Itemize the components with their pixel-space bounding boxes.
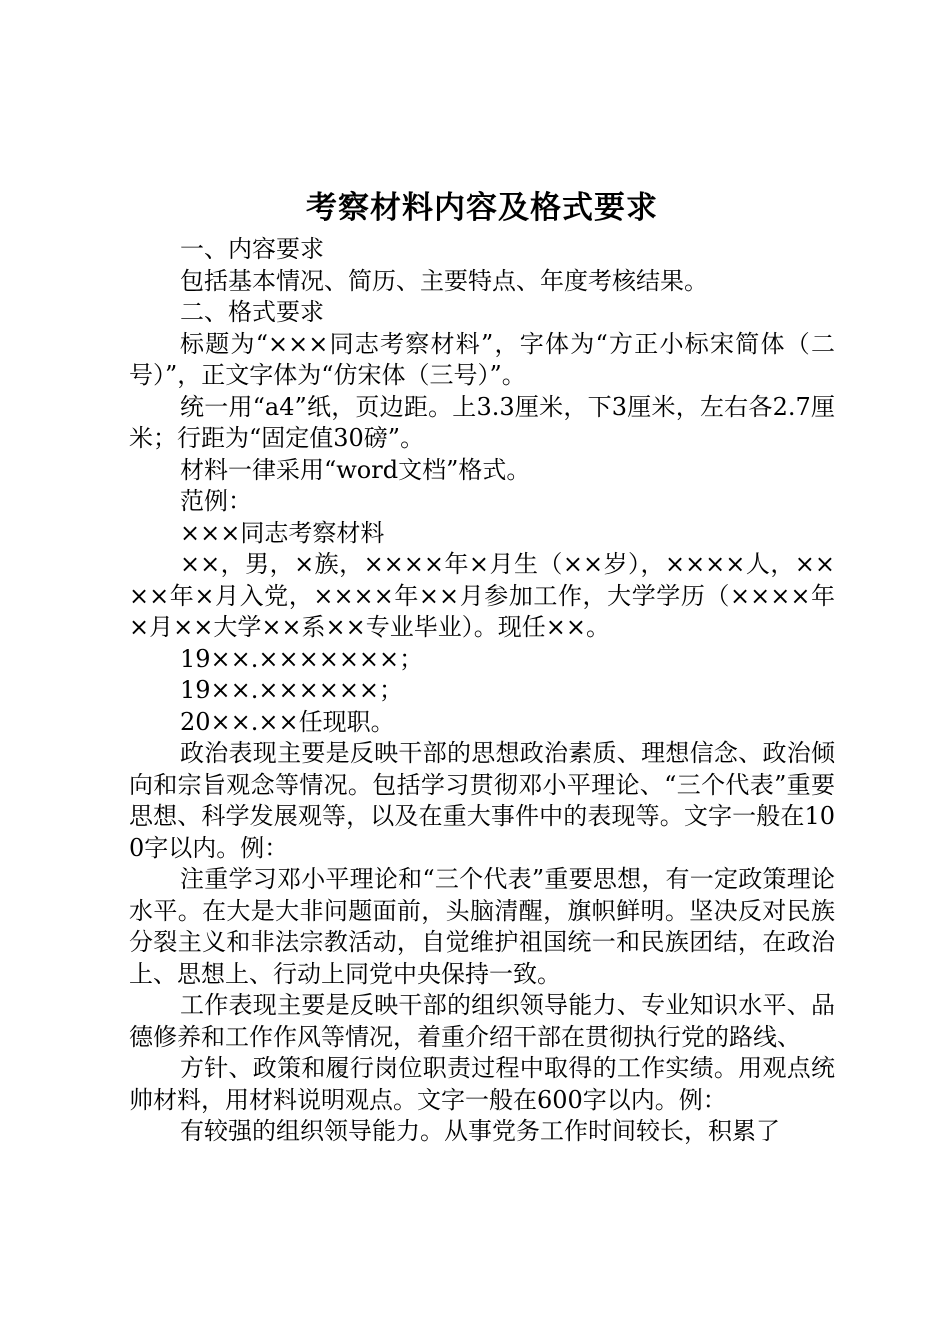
body-paragraph: 标题为“×××同志考察材料”，字体为“方正小标宋简体（二号）”，正文字体为“仿宋体（三号）”。 (129, 329, 835, 389)
document-title: 考察材料内容及格式要求 (306, 190, 658, 226)
document-page (129, 186, 835, 1148)
body-paragraph: 统一用“a4”纸，页边距。上3.3厘米，下3厘米，左右各2.7厘米；行距为“固定值30磅”。 (129, 392, 835, 452)
example-label: 范例： (180, 487, 252, 515)
body-paragraph: 注重学习邓小平理论和“三个代表”重要思想，有一定政策理论水平。在大是大非问题面前，头脑清醒，旗帜鲜明。坚决反对民族分裂主义和非法宗教活动，自觉维护祖国统一和民族团结，在政治上、思想上、行动上同党中央保持一致。 (129, 865, 835, 988)
section-heading-format: 二、格式要求 (180, 298, 324, 326)
body-paragraph: 包括基本情况、简历、主要特点、年度考核结果。 (180, 266, 708, 295)
resume-line: 19××.×××××××； (180, 644, 424, 673)
body-paragraph: 材料一律采用“word文档”格式。 (180, 455, 531, 484)
example-title: ×××同志考察材料 (180, 518, 385, 547)
resume-line: 20××.××任现职。 (180, 707, 395, 736)
body-paragraph: 工作表现主要是反映干部的组织领导能力、专业知识水平、品德修养和工作作风等情况，着重介绍干部在贯彻执行党的路线、 (129, 991, 835, 1051)
body-paragraph: 方针、政策和履行岗位职责过程中取得的工作实绩。用观点统帅材料，用材料说明观点。文字一般在600字以内。例： (129, 1054, 835, 1114)
body-paragraph: ××，男，×族，××××年×月生（××岁），××××人，××××年×月入党，××××年××月参加工作，大学学历（××××年×月××大学××系××专业毕业）。现任××。 (129, 550, 835, 641)
section-heading-content: 一、内容要求 (180, 235, 324, 263)
resume-line: 19××.××××××； (180, 676, 404, 704)
body-paragraph: 政治表现主要是反映干部的思想政治素质、理想信念、政治倾向和宗旨观念等情况。包括学习贯彻邓小平理论、“三个代表”重要思想、科学发展观等，以及在重大事件中的表现等。文字一般在100字以内。例： (129, 739, 835, 862)
body-paragraph: 有较强的组织领导能力。从事党务工作时间较长，积累了 (180, 1117, 780, 1145)
